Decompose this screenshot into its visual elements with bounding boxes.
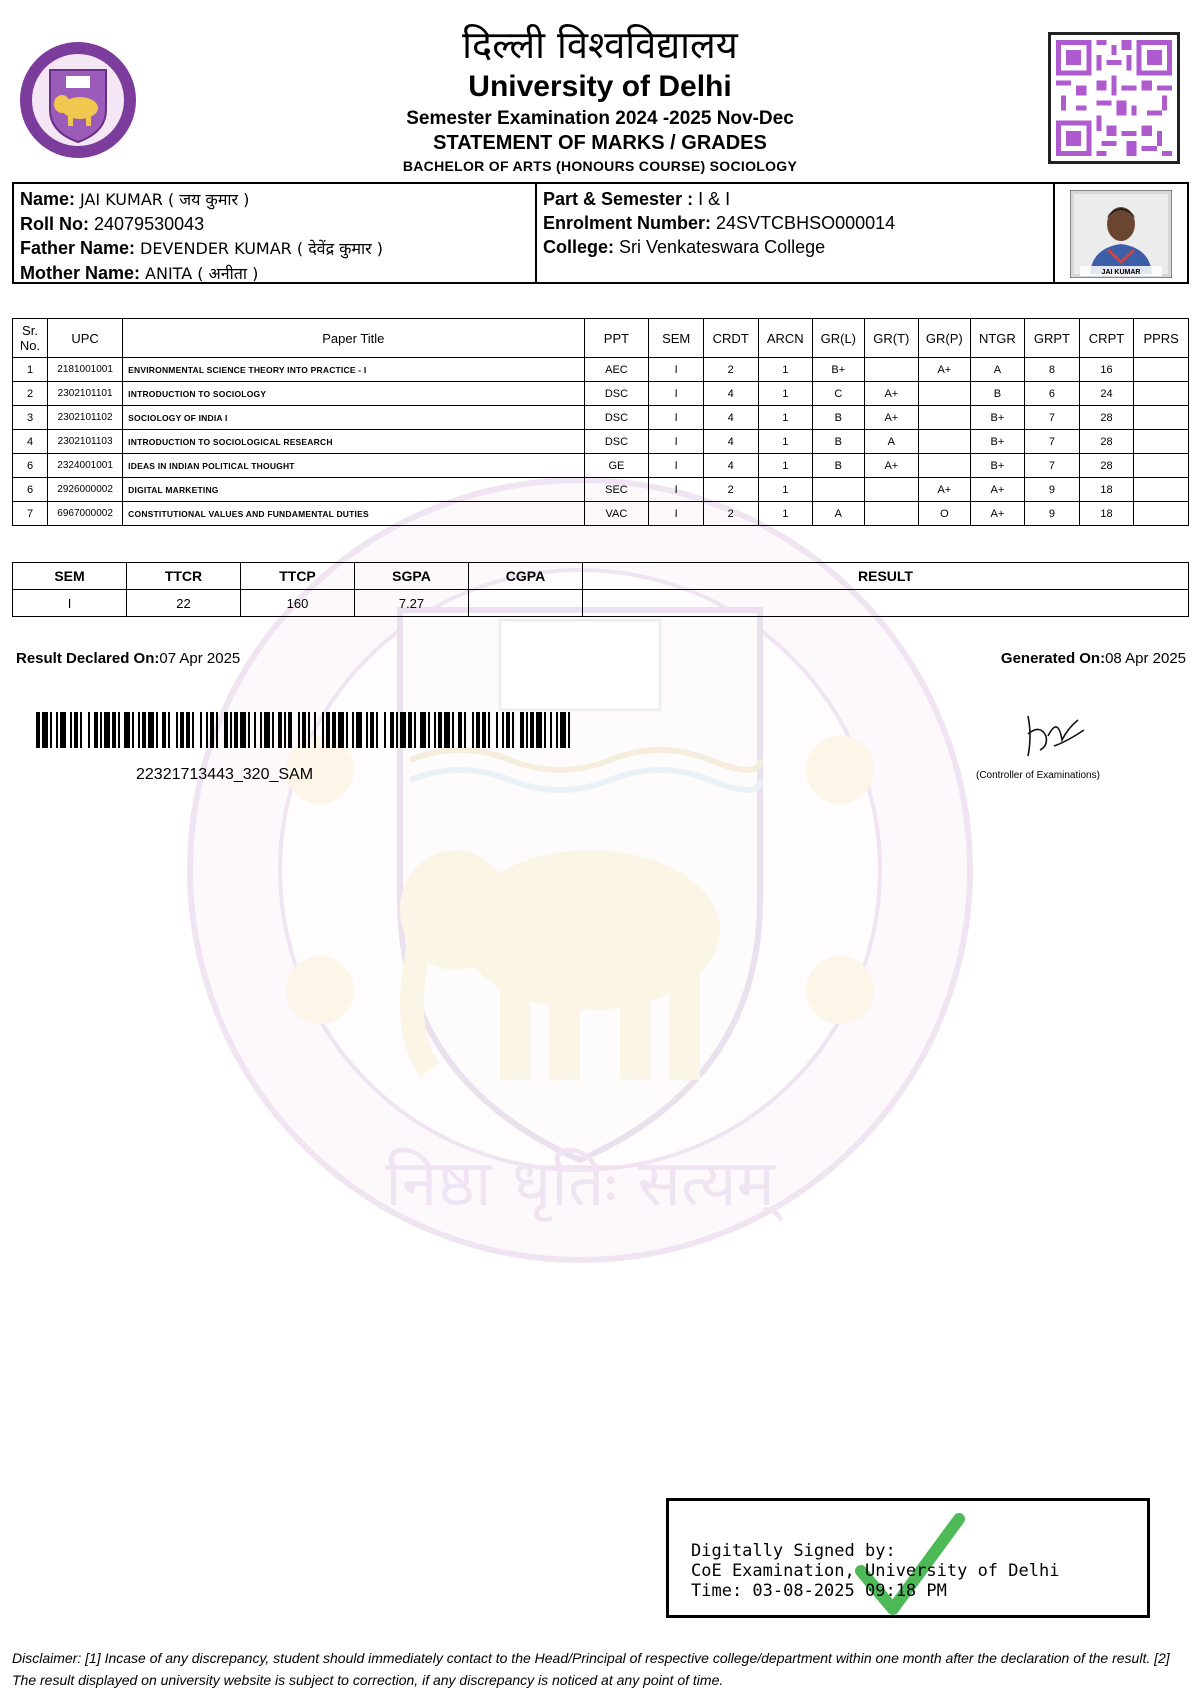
barcode-bar <box>390 712 394 748</box>
table-cell: 28 <box>1079 430 1134 454</box>
table-cell: 7 <box>13 502 48 526</box>
barcode-bar <box>234 712 238 748</box>
barcode-bar <box>206 712 208 748</box>
table-cell: INTRODUCTION TO SOCIOLOGICAL RESEARCH <box>123 430 584 454</box>
table-cell <box>919 382 970 406</box>
father-name-value: DEVENDER KUMAR ( देवेंद्र कुमार ) <box>140 239 384 258</box>
mother-name-label: Mother Name: <box>20 263 141 283</box>
barcode-bar <box>520 712 524 748</box>
barcode-bar <box>370 712 374 748</box>
col-header: UPC <box>48 319 123 358</box>
table-cell: C <box>813 382 864 406</box>
barcode-bar <box>254 712 256 748</box>
table-cell: B+ <box>970 454 1025 478</box>
table-cell: GE <box>584 454 649 478</box>
student-academic-info <box>537 184 1055 282</box>
college-value: Sri Venkateswara College <box>619 237 826 257</box>
disclaimer: Disclaimer: [1] Incase of any discrepancy, student should immediately contact to the Head/Principal of respective college/department within one month after the declaration of the result. [2] The result displayed on university website is subject to correction, if any discrepancy is noticed at any point of time. <box>12 1650 1170 1688</box>
college-line <box>543 235 1047 259</box>
roll-no-label: Roll No: <box>20 214 89 234</box>
table-cell: 2181001001 <box>48 358 123 382</box>
table-cell: 28 <box>1079 406 1134 430</box>
barcode-bar <box>264 712 270 748</box>
table-cell: 1 <box>758 478 813 502</box>
table-cell <box>1134 406 1189 430</box>
barcode-bar <box>288 712 292 748</box>
summary-cgpa <box>469 590 583 617</box>
table-cell: 4 <box>703 454 758 478</box>
barcode-bar <box>168 712 170 748</box>
barcode-bar <box>230 712 232 748</box>
barcode-bar <box>434 712 436 748</box>
summary-col-header: CGPA <box>469 563 583 590</box>
barcode-bar <box>496 712 498 748</box>
barcode-bar <box>74 712 78 748</box>
table-row <box>13 454 1189 478</box>
table-cell: 1 <box>758 502 813 526</box>
barcode <box>36 712 572 748</box>
barcode-bar <box>396 712 398 748</box>
table-cell: 7 <box>1025 430 1080 454</box>
barcode-bar <box>560 712 566 748</box>
barcode-bar <box>162 712 166 748</box>
table-cell: B+ <box>970 430 1025 454</box>
barcode-bar <box>384 712 386 748</box>
table-cell: 1 <box>758 358 813 382</box>
col-header: Sr. No. <box>13 319 48 358</box>
barcode-bar <box>200 712 202 748</box>
barcode-bar <box>132 712 134 748</box>
col-header: Paper Title <box>123 319 584 358</box>
barcode-bar <box>452 712 454 748</box>
table-cell: I <box>649 502 704 526</box>
result-declared <box>16 650 240 667</box>
barcode-bar <box>88 712 90 748</box>
barcode-bar <box>272 712 274 748</box>
summary-result <box>583 590 1189 617</box>
table-row <box>13 478 1189 502</box>
barcode-bar <box>376 712 378 748</box>
table-cell: 4 <box>13 430 48 454</box>
summary-table <box>12 562 1189 617</box>
table-cell: 24 <box>1079 382 1134 406</box>
dsig-line2: CoE Examination, University of Delhi <box>691 1561 1060 1581</box>
barcode-bar <box>142 712 146 748</box>
generated-label: Generated On: <box>1000 650 1106 667</box>
table-cell: 2926000002 <box>48 478 123 502</box>
student-photo <box>1070 190 1172 278</box>
generated-date: 08 Apr 2025 <box>1105 650 1186 667</box>
table-cell: B <box>970 382 1025 406</box>
summary-ttcp: 160 <box>241 590 355 617</box>
barcode-bar <box>408 712 412 748</box>
table-cell: A+ <box>864 382 919 406</box>
digital-signature-box <box>666 1498 1150 1618</box>
table-cell <box>1134 454 1189 478</box>
table-cell: 8 <box>1025 358 1080 382</box>
barcode-bar <box>536 712 542 748</box>
declared-date: 07 Apr 2025 <box>159 650 241 667</box>
barcode-bar <box>356 712 362 748</box>
barcode-bar <box>414 712 416 748</box>
table-cell <box>1134 382 1189 406</box>
table-cell: A+ <box>970 478 1025 502</box>
barcode-bar <box>322 712 324 748</box>
table-cell: 2302101103 <box>48 430 123 454</box>
dsig-line1: Digitally Signed by: <box>691 1541 896 1561</box>
barcode-bar <box>526 712 528 748</box>
barcode-bar <box>464 712 466 748</box>
barcode-bar <box>100 712 102 748</box>
university-name-hindi: दिल्ली विश्वविद्यालय <box>462 23 738 67</box>
summary-header-row <box>13 563 1189 590</box>
barcode-bar <box>544 712 546 748</box>
barcode-bar <box>80 712 82 748</box>
table-cell: VAC <box>584 502 649 526</box>
table-cell: ENVIRONMENTAL SCIENCE THEORY INTO PRACTICE - I <box>123 358 584 382</box>
barcode-text: 22321713443_320_SAM <box>136 766 314 783</box>
table-row <box>13 358 1189 382</box>
table-cell: A+ <box>919 358 970 382</box>
table-cell: I <box>649 358 704 382</box>
table-cell: B+ <box>813 358 864 382</box>
barcode-bar <box>60 712 66 748</box>
table-cell: CONSTITUTIONAL VALUES AND FUNDAMENTAL DUTIES <box>123 502 584 526</box>
photo-caption: JAI KUMAR <box>1101 269 1141 276</box>
table-cell: 1 <box>758 454 813 478</box>
barcode-bar <box>42 712 48 748</box>
col-header: SEM <box>649 319 704 358</box>
table-cell: SOCIOLOGY OF INDIA I <box>123 406 584 430</box>
table-cell: 18 <box>1079 478 1134 502</box>
barcode-bar <box>112 712 116 748</box>
digital-signature-text <box>691 1541 1059 1601</box>
table-cell <box>1134 478 1189 502</box>
barcode-bar <box>444 712 450 748</box>
table-cell: I <box>649 454 704 478</box>
barcode-bar <box>302 712 306 748</box>
controller-signature <box>1018 706 1088 762</box>
course-name: BACHELOR OF ARTS (HONOURS COURSE) SOCIOLOGY <box>402 158 798 174</box>
table-cell: I <box>649 406 704 430</box>
student-details-box <box>12 182 1189 284</box>
barcode-bar <box>512 712 514 748</box>
marks-table <box>12 318 1189 526</box>
table-cell <box>1134 358 1189 382</box>
enrolment-line <box>543 211 1047 235</box>
summary-col-header: SGPA <box>355 563 469 590</box>
table-cell: 6967000002 <box>48 502 123 526</box>
barcode-bar <box>338 712 344 748</box>
table-cell: B+ <box>970 406 1025 430</box>
barcode-bar <box>326 712 330 748</box>
table-cell: 16 <box>1079 358 1134 382</box>
table-cell: A <box>813 502 864 526</box>
summary-sem: I <box>13 590 127 617</box>
barcode-bar <box>568 712 570 748</box>
table-cell: 3 <box>13 406 48 430</box>
barcode-bar <box>148 712 154 748</box>
barcode-bar <box>550 712 552 748</box>
marks-header-row <box>13 319 1189 358</box>
barcode-bar <box>506 712 510 748</box>
barcode-bar <box>156 712 158 748</box>
roll-no-line <box>20 212 529 236</box>
barcode-bar <box>124 712 130 748</box>
col-header: NTGR <box>970 319 1025 358</box>
summary-ttcr: 22 <box>127 590 241 617</box>
barcode-bar <box>314 712 316 748</box>
barcode-bar <box>216 712 218 748</box>
marks-table-body <box>13 358 1189 526</box>
table-cell <box>919 406 970 430</box>
col-header: PPRS <box>1134 319 1189 358</box>
barcode-bar <box>476 712 480 748</box>
student-name-line <box>20 187 529 212</box>
barcode-bar <box>420 712 426 748</box>
table-cell: 1 <box>758 382 813 406</box>
qr-code <box>1048 32 1180 164</box>
table-cell: B <box>813 430 864 454</box>
student-personal-info <box>14 184 537 282</box>
barcode-bar <box>400 712 406 748</box>
table-cell <box>919 430 970 454</box>
father-name-label: Father Name: <box>20 238 136 258</box>
table-cell: DSC <box>584 430 649 454</box>
table-cell: A+ <box>970 502 1025 526</box>
table-cell: 2324001001 <box>48 454 123 478</box>
mother-name-line <box>20 261 529 286</box>
table-cell <box>1134 430 1189 454</box>
table-cell: 2 <box>703 358 758 382</box>
barcode-bar <box>428 712 430 748</box>
table-cell: A+ <box>864 454 919 478</box>
table-cell: 4 <box>703 430 758 454</box>
summary-sgpa: 7.27 <box>355 590 469 617</box>
table-cell: 6 <box>1025 382 1080 406</box>
table-cell: 9 <box>1025 502 1080 526</box>
barcode-bar <box>56 712 58 748</box>
table-cell: A <box>864 430 919 454</box>
summary-col-header: SEM <box>13 563 127 590</box>
table-cell: 18 <box>1079 502 1134 526</box>
table-cell: 4 <box>703 382 758 406</box>
dsig-line3: Time: 03-08-2025 09:18 PM <box>691 1581 947 1601</box>
col-header: GR(L) <box>813 319 864 358</box>
part-semester-value: I & I <box>698 189 731 209</box>
summary-col-header: TTCR <box>127 563 241 590</box>
barcode-bar <box>438 712 442 748</box>
table-cell: A+ <box>919 478 970 502</box>
table-cell <box>864 502 919 526</box>
table-row <box>13 406 1189 430</box>
barcode-bar <box>104 712 110 748</box>
table-cell: I <box>649 478 704 502</box>
table-cell: 6 <box>13 454 48 478</box>
barcode-bar <box>530 712 534 748</box>
barcode-bar <box>284 712 286 748</box>
enrolment-label: Enrolment Number: <box>543 213 712 233</box>
table-cell <box>864 358 919 382</box>
controller-label: (Controller of Examinations) <box>976 770 1100 781</box>
table-cell: B <box>813 406 864 430</box>
summary-row <box>13 590 1189 617</box>
table-row <box>13 502 1189 526</box>
summary-col-header: RESULT <box>583 563 1189 590</box>
barcode-bar <box>332 712 336 748</box>
barcode-bar <box>240 712 246 748</box>
barcode-bar <box>138 712 140 748</box>
barcode-bar <box>352 712 354 748</box>
table-cell: 2302101102 <box>48 406 123 430</box>
declared-label: Result Declared On: <box>16 650 160 667</box>
barcode-bar <box>186 712 190 748</box>
exam-session: Semester Examination 2024 -2025 Nov-Dec <box>406 108 794 129</box>
barcode-bar <box>94 712 98 748</box>
table-cell: 1 <box>758 406 813 430</box>
col-header: PPT <box>584 319 649 358</box>
table-cell: 9 <box>1025 478 1080 502</box>
table-row <box>13 430 1189 454</box>
student-name: JAI KUMAR ( जय कुमार ) <box>80 190 250 209</box>
barcode-bar <box>308 712 310 748</box>
table-row <box>13 382 1189 406</box>
barcode-bar <box>248 712 250 748</box>
barcode-bar <box>502 712 504 748</box>
barcode-bar <box>278 712 282 748</box>
barcode-bar <box>224 712 228 748</box>
part-semester-label: Part & Semester : <box>543 189 694 209</box>
table-cell: DIGITAL MARKETING <box>123 478 584 502</box>
part-semester-line <box>543 187 1047 211</box>
table-cell: DSC <box>584 382 649 406</box>
table-cell: 2302101101 <box>48 382 123 406</box>
table-cell: A <box>970 358 1025 382</box>
table-cell: I <box>649 382 704 406</box>
barcode-bar <box>472 712 474 748</box>
summary-col-header: TTCP <box>241 563 355 590</box>
barcode-bar <box>346 712 348 748</box>
col-header: GR(T) <box>864 319 919 358</box>
table-cell: 7 <box>1025 454 1080 478</box>
table-cell: B <box>813 454 864 478</box>
document-title: STATEMENT OF MARKS / GRADES <box>433 132 767 154</box>
table-cell <box>864 478 919 502</box>
barcode-bar <box>118 712 120 748</box>
college-label: College: <box>543 237 615 257</box>
table-cell: 4 <box>703 406 758 430</box>
barcode-bar <box>36 712 40 748</box>
table-cell: I <box>649 430 704 454</box>
barcode-bar <box>70 712 72 748</box>
table-cell: O <box>919 502 970 526</box>
barcode-bar <box>180 712 184 748</box>
table-cell: 2 <box>703 478 758 502</box>
table-cell <box>813 478 864 502</box>
table-cell: AEC <box>584 358 649 382</box>
name-label: Name: <box>20 189 76 209</box>
barcode-bar <box>458 712 462 748</box>
roll-no-value: 24079530043 <box>94 214 205 234</box>
watermark-motto: निष्ठा धृतिः सत्यम् <box>385 1147 775 1221</box>
barcode-bar <box>260 712 262 748</box>
table-cell: 2 <box>13 382 48 406</box>
table-cell: 1 <box>758 430 813 454</box>
table-cell: 6 <box>13 478 48 502</box>
generated-on <box>1001 650 1186 667</box>
barcode-bar <box>50 712 52 748</box>
col-header: GRPT <box>1025 319 1080 358</box>
col-header: CRDT <box>703 319 758 358</box>
table-cell: INTRODUCTION TO SOCIOLOGY <box>123 382 584 406</box>
table-cell: A+ <box>864 406 919 430</box>
barcode-bar <box>192 712 194 748</box>
col-header: GR(P) <box>919 319 970 358</box>
barcode-bar <box>298 712 300 748</box>
table-cell: SEC <box>584 478 649 502</box>
mother-name-value: ANITA ( अनीता ) <box>145 264 259 283</box>
table-cell: 2 <box>703 502 758 526</box>
barcode-bar <box>488 712 490 748</box>
table-cell: 1 <box>13 358 48 382</box>
university-name: University of Delhi <box>468 70 732 103</box>
barcode-bar <box>366 712 368 748</box>
barcode-bar <box>556 712 558 748</box>
table-cell <box>1134 502 1189 526</box>
table-cell: IDEAS IN INDIAN POLITICAL THOUGHT <box>123 454 584 478</box>
table-cell: 7 <box>1025 406 1080 430</box>
barcode-bar <box>176 712 178 748</box>
table-cell <box>919 454 970 478</box>
enrolment-value: 24SVTCBHSO000014 <box>716 213 896 233</box>
table-cell: 28 <box>1079 454 1134 478</box>
barcode-bar <box>482 712 486 748</box>
father-name-line <box>20 236 529 261</box>
table-cell: DSC <box>584 406 649 430</box>
barcode-bar <box>210 712 214 748</box>
col-header: CRPT <box>1079 319 1134 358</box>
col-header: ARCN <box>758 319 813 358</box>
